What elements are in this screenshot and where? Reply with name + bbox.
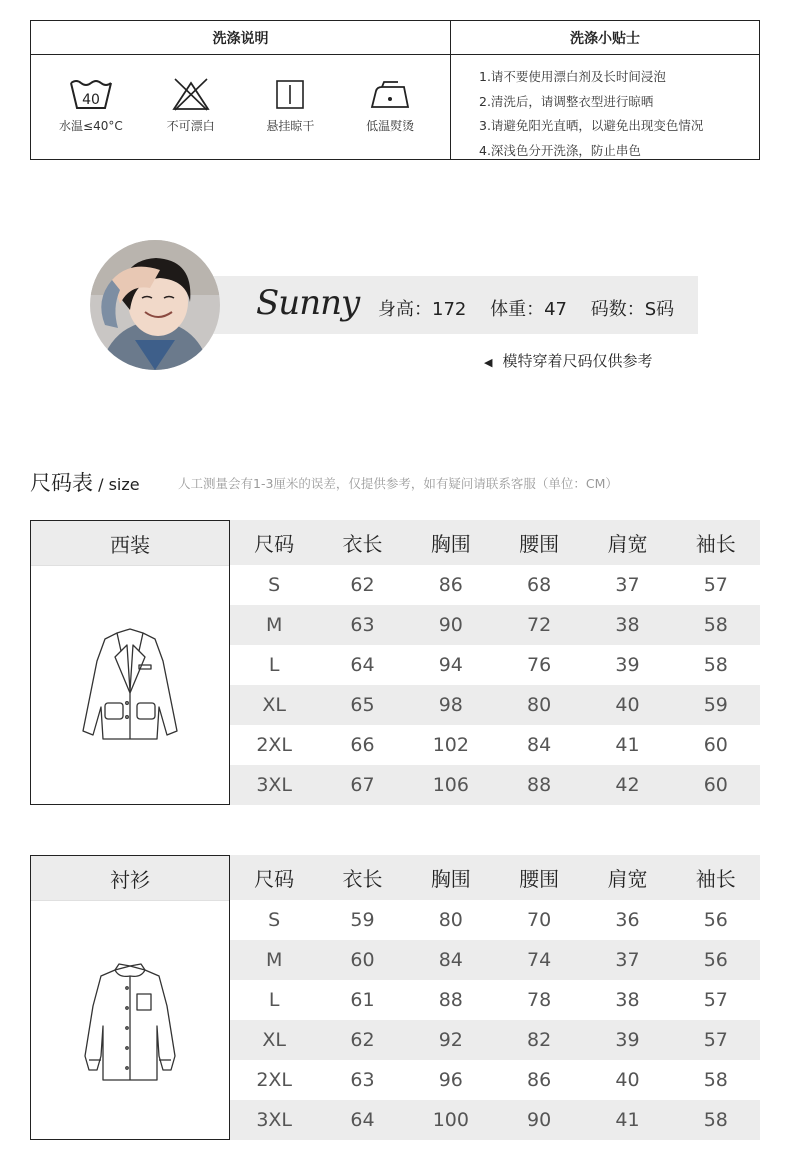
table-cell: 78 (527, 989, 552, 1011)
table-cell: 58 (703, 614, 728, 636)
care-instructions (31, 21, 451, 159)
table-cell: M (265, 949, 283, 971)
care-tips-title: 洗涤小贴士 (451, 21, 759, 55)
table-cell: 84 (527, 734, 552, 756)
table-cell: 3XL (256, 774, 293, 796)
table-cell: 61 (350, 989, 375, 1011)
table-cell: 102 (432, 734, 469, 756)
table-cell: M (265, 614, 283, 636)
model-stats (378, 295, 692, 321)
table-cell: 68 (527, 574, 552, 596)
table-cell: 106 (432, 774, 469, 796)
model-height: 身高：172 (378, 299, 467, 320)
size-grid (230, 520, 760, 805)
table-header-row (230, 520, 760, 565)
table-cell: 86 (527, 1069, 552, 1091)
table-cell: 2XL (256, 734, 293, 756)
table-row (230, 645, 760, 685)
table-cell: S (268, 909, 281, 931)
garment-name: 西装 (31, 521, 229, 566)
garment-panel (30, 520, 230, 805)
table-cell: XL (262, 1029, 286, 1051)
care-tip: 1.请不要使用漂白剂及长时间浸泡 (479, 69, 666, 84)
model-size: 码数：S码 (590, 299, 675, 320)
col-header: 袖长 (695, 532, 736, 556)
table-cell: 57 (703, 574, 728, 596)
size-title-en: / size (93, 475, 140, 494)
table-cell: 56 (703, 949, 728, 971)
table-cell: 38 (615, 989, 640, 1011)
size-chart-title (30, 467, 140, 497)
table-cell: 62 (350, 1029, 375, 1051)
table-cell: 66 (350, 734, 375, 756)
table-cell: S (268, 574, 281, 596)
table-row (230, 605, 760, 645)
table-cell: 64 (350, 1109, 375, 1131)
table-cell: 88 (527, 774, 552, 796)
hang-dry-icon (275, 77, 305, 111)
size-table-shirt (30, 855, 760, 1140)
table-cell: 40 (615, 1069, 640, 1091)
model-weight: 体重：47 (490, 299, 567, 320)
wash-40-icon (68, 77, 114, 111)
triangle-left-icon: ◀ (484, 356, 493, 369)
table-cell: 80 (438, 909, 463, 931)
table-cell: 60 (350, 949, 375, 971)
col-header: 腰围 (519, 532, 560, 556)
col-header: 衣长 (342, 867, 383, 891)
table-cell: 41 (615, 1109, 640, 1131)
care-label-low-iron: 低温熨烫 (366, 119, 415, 133)
table-cell: 57 (703, 1029, 728, 1051)
table-cell: 41 (615, 734, 640, 756)
col-header: 肩宽 (607, 867, 648, 891)
size-chart-hint: 人工测量会有1-3厘米的误差，仅提供参考，如有疑问请联系客服（单位：CM） (178, 476, 618, 491)
table-header-row (230, 855, 760, 900)
care-label-hang-dry: 悬挂晾干 (266, 119, 315, 133)
table-cell: 39 (615, 1029, 640, 1051)
care-item-hang-dry (245, 77, 335, 134)
table-cell: 57 (703, 989, 728, 1011)
table-cell: 90 (438, 614, 463, 636)
table-cell: 70 (527, 909, 552, 931)
table-cell: L (268, 654, 280, 676)
table-cell: 63 (350, 1069, 375, 1091)
table-cell: 56 (703, 909, 728, 931)
table-cell: 88 (438, 989, 463, 1011)
table-cell: 84 (438, 949, 463, 971)
table-cell: 58 (703, 654, 728, 676)
no-bleach-icon (170, 77, 212, 111)
care-instructions-table (30, 20, 760, 160)
table-cell: 42 (615, 774, 640, 796)
col-header: 尺码 (254, 867, 295, 891)
model-avatar (90, 240, 220, 370)
col-header: 腰围 (519, 867, 560, 891)
table-cell: 67 (350, 774, 375, 796)
table-cell: 96 (438, 1069, 463, 1091)
care-icon-row (31, 55, 450, 134)
table-cell: 58 (703, 1069, 728, 1091)
table-row (230, 980, 760, 1020)
table-row (230, 940, 760, 980)
table-cell: 36 (615, 909, 640, 931)
table-cell: 62 (350, 574, 375, 596)
table-row (230, 685, 760, 725)
table-cell: 86 (438, 574, 463, 596)
table-cell: L (268, 989, 280, 1011)
care-item-wash (46, 77, 136, 134)
low-iron-icon (368, 77, 412, 111)
table-cell: 2XL (256, 1069, 293, 1091)
size-table-blazer (30, 520, 760, 805)
col-header: 尺码 (254, 532, 295, 556)
table-cell: 100 (432, 1109, 469, 1131)
table-cell: 60 (703, 734, 728, 756)
table-row (230, 725, 760, 765)
table-cell: XL (262, 694, 286, 716)
col-header: 胸围 (430, 867, 471, 891)
table-cell: 82 (527, 1029, 552, 1051)
table-cell: 3XL (256, 1109, 293, 1131)
col-header: 肩宽 (607, 532, 648, 556)
table-cell: 63 (350, 614, 375, 636)
care-label-no-bleach: 不可漂白 (166, 119, 215, 133)
table-cell: 94 (438, 654, 463, 676)
table-row (230, 1060, 760, 1100)
model-note (484, 350, 652, 371)
table-cell: 60 (703, 774, 728, 796)
table-cell: 74 (527, 949, 552, 971)
care-item-no-bleach (146, 77, 236, 134)
table-cell: 37 (615, 949, 640, 971)
blazer-icon (75, 621, 185, 751)
care-tips-list (451, 55, 759, 163)
care-instructions-title: 洗涤说明 (31, 21, 450, 55)
size-grid (230, 855, 760, 1140)
table-cell: 59 (703, 694, 728, 716)
table-row (230, 1020, 760, 1060)
table-row (230, 565, 760, 605)
model-note-text: 模特穿着尺码仅供参考 (502, 352, 653, 370)
care-tip: 2.清洗后，请调整衣型进行晾晒 (479, 93, 654, 109)
col-header: 胸围 (430, 532, 471, 556)
table-row (230, 900, 760, 940)
table-cell: 98 (438, 694, 463, 716)
wash-temp-badge: 40 (81, 92, 100, 108)
table-cell: 76 (527, 654, 552, 676)
table-cell: 72 (527, 614, 552, 636)
shirt-icon (75, 956, 185, 1086)
garment-name: 衬衫 (31, 856, 229, 901)
table-cell: 92 (438, 1029, 463, 1051)
care-item-low-iron (345, 77, 435, 134)
table-cell: 59 (350, 909, 375, 931)
col-header: 衣长 (342, 532, 383, 556)
care-tip: 3.请避免阳光直晒，以避免出现变色情况 (479, 118, 704, 133)
care-tips (451, 21, 759, 159)
model-name: Sunny (256, 283, 360, 323)
table-cell: 90 (527, 1109, 552, 1131)
garment-panel (30, 855, 230, 1140)
care-tip: 4.深浅色分开洗涤，防止串色 (479, 142, 641, 158)
table-cell: 37 (615, 574, 640, 596)
col-header: 袖长 (695, 867, 736, 891)
table-row (230, 1100, 760, 1140)
table-cell: 39 (615, 654, 640, 676)
table-cell: 40 (615, 694, 640, 716)
table-cell: 65 (350, 694, 375, 716)
size-title-cn: 尺码表 (30, 471, 93, 495)
table-row (230, 765, 760, 805)
table-cell: 38 (615, 614, 640, 636)
care-label-wash: 水温≤40°C (59, 119, 123, 133)
table-cell: 80 (527, 694, 552, 716)
table-cell: 58 (703, 1109, 728, 1131)
table-cell: 64 (350, 654, 375, 676)
